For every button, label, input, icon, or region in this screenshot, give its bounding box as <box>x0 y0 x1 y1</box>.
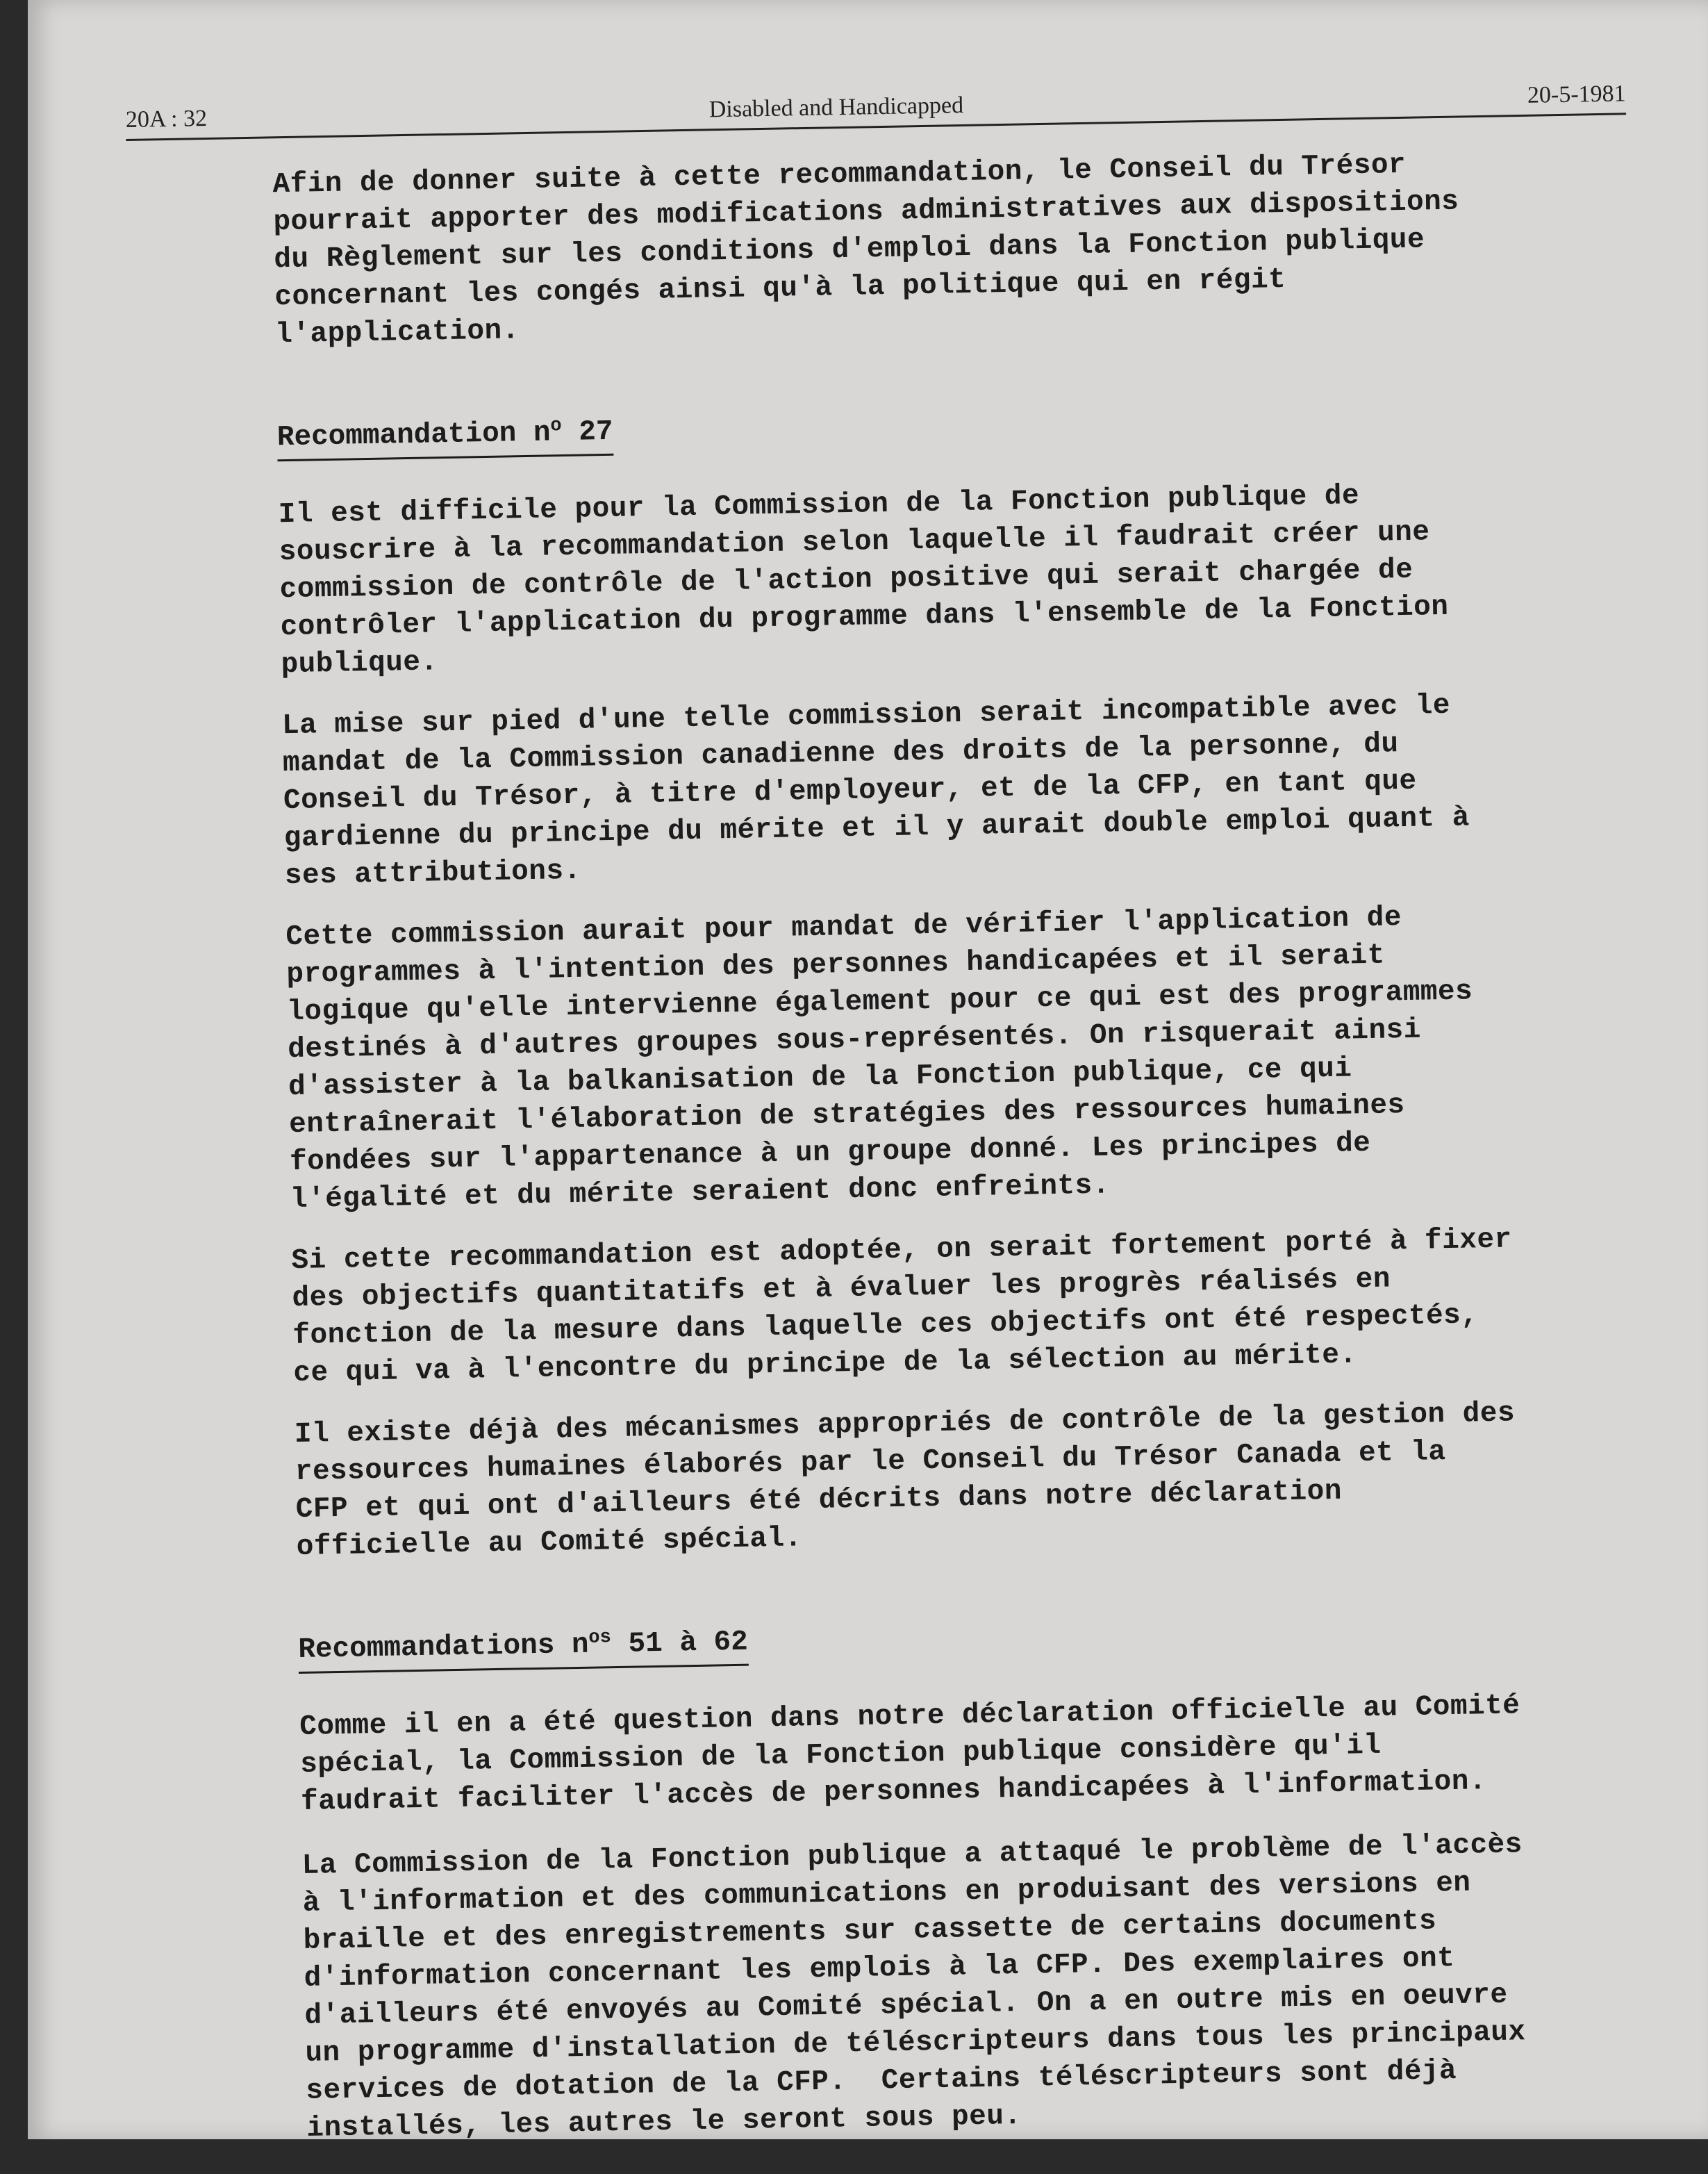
paragraph-treasury-board: Afin de donner suite à cette recommandation, le Conseil du Trésor pourrait apporter des modifications administratives aux dispositions du Règlement sur les conditions d'emploi dans la Fonction publique concernant les congés ainsi qu'à la politique qui en régit l'application. <box>272 149 1459 352</box>
paragraph-incompatible: La mise sur pied d'une telle commission serait incompatible avec le mandat de la Commission canadienne des droits de la personne, du Conseil du Trésor, à titre d'employeur, et de la CFP, en tant que gardienne du principe du mérite et il y aurait double emploi quant à ses attributions. <box>281 689 1470 893</box>
page-content <box>125 57 1661 2173</box>
header-date: 20-5-1981 <box>1527 81 1626 108</box>
paragraph-quantitative: Si cette recommandation est adoptée, on serait fortement porté à fixer des objectifs quantitatifs et à évaluer les progrès réalisés en fonction de la mesure dans laquelle ces objectifs ont été respectés, ce qui va à l'encontre du principe de la sélection au mérite. <box>291 1224 1513 1390</box>
heading-superscript: o <box>550 415 562 437</box>
heading-number: 27 <box>561 415 613 450</box>
heading-text: Recommandation n <box>276 417 551 454</box>
paragraph-mechanisms: Il existe déjà des mécanismes appropriés de contrôle de la gestion des ressources humaines élaborés par le Conseil du Trésor Canada et la CFP et qui ont d'ailleurs été décrits dans notre déclaration officielle au Comité spécial. <box>294 1397 1516 1564</box>
document-body <box>272 144 1612 2148</box>
paragraph-access: Comme il en a été question dans notre déclaration officielle au Comité spécial, la Commission de la Fonction publique considère qu'il faudrait faciliter l'accès de personnes handicapées à l'information. <box>299 1690 1520 1818</box>
paragraph-braille: La Commission de la Fonction publique a attaqué le problème de l'accès à l'information et des communications en produisant des versions en braille et des enregistrements sur cassette de certains documents d'information concernant les emplois à la CFP. Des exemplaires ont d'ailleurs été envoyés au Comité spécial. On a en outre mis en oeuvre un programme d'installation de téléscripteurs dans tous les principaux services de dotation de la CFP. Certains téléscripteurs sont déjà installés, les autres le seront sous peu. <box>301 1829 1526 2145</box>
document-page <box>28 0 1708 2145</box>
heading-recommendations-51-62 <box>298 1617 749 1674</box>
running-header <box>125 57 1626 141</box>
running-title: Disabled and Handicapped <box>708 92 964 123</box>
heading-number: 51 à 62 <box>611 1626 749 1661</box>
heading-superscript: os <box>588 1627 612 1649</box>
paragraph-difficult: Il est difficile pour la Commission de la Fonction publique de souscrire à la recommandation selon laquelle il faudrait créer une commission de contrôle de l'action positive qui serait chargée de contrôler l'application du programme dans l'ensemble de la Fonction publique. <box>278 480 1449 682</box>
page-number: 20A : 32 <box>125 105 208 133</box>
heading-recommendation-27 <box>276 406 613 461</box>
paragraph-mandate: Cette commission aurait pour mandat de vérifier l'application de programmes à l'intention des personnes handicapées et il serait logique qu'elle intervienne également pour ce qui est des programmes destinés à d'autres groupes sous-représentés. On risquerait ainsi d'assister à la balkanisation de la Fonction publique, ce qui entraînerait l'élaboration de stratégies des ressources humaines fondées sur l'appartenance à un groupe donné. Les principes de l'égalité et du mérite seraient donc enfreints. <box>285 902 1473 1217</box>
heading-text: Recommandations n <box>297 1629 590 1666</box>
